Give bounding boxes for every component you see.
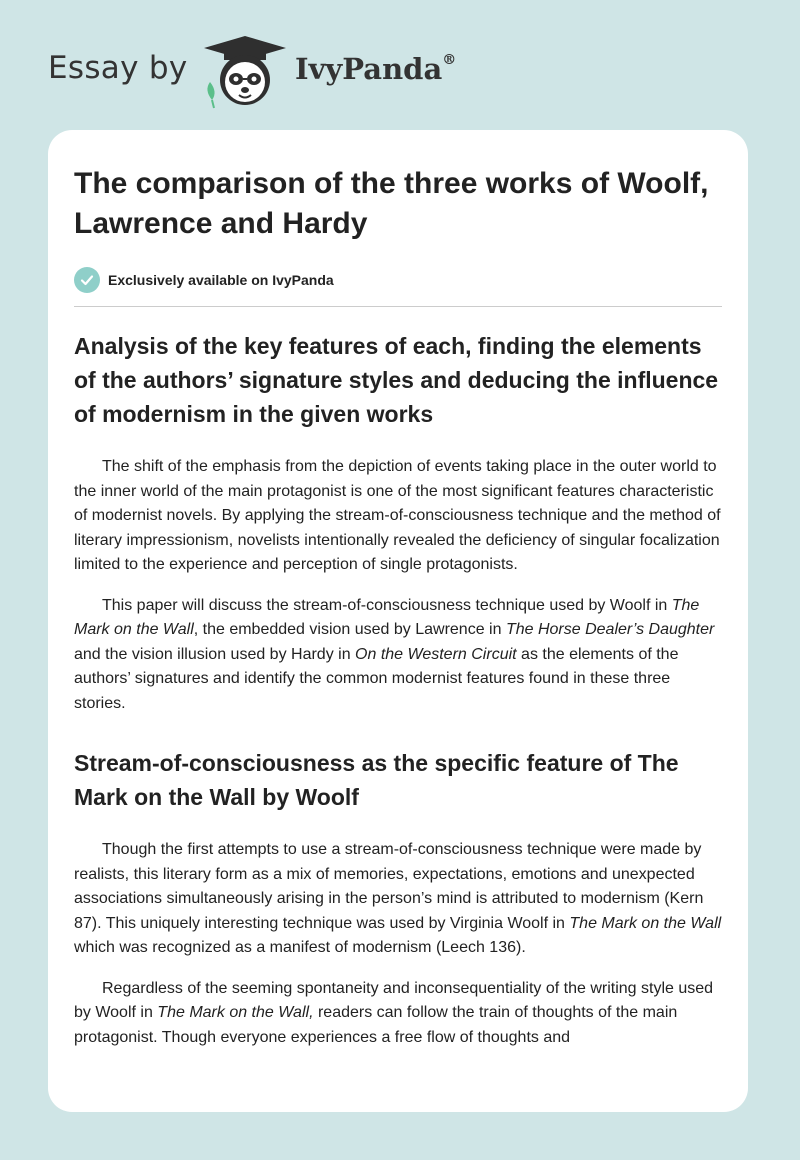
paragraph: Regardless of the seeming spontaneity and inconsequentiality of the writing style used by Woolf in The Mark on the Wall, readers can follow the train of thoughts of the main protagonist. Though everyone experiences a free flow of thoughts and: [74, 979, 714, 1046]
check-icon: [74, 267, 100, 293]
paragraph: This paper will discuss the stream-of-consciousness technique used by Woolf in The Mark on the Wall, the embedded vision used by Lawrence in The Horse Dealer’s Daughter and the vision illusion used by Hardy in On the Western Circuit as the elements of the authors’ signatures and identify the common modernist features found in these three stories.: [74, 596, 715, 712]
essay-card: [48, 130, 748, 1112]
paragraph: Though the first attempts to use a stream-of-consciousness technique were made by realists, this literary form as a mix of memories, expectations, emotions and unexpected associations simultaneously arising in the person’s mind is attributed to modernism (Kern 87). This uniquely interesting technique was used by Virginia Woolf in The Mark on the Wall which was recognized as a manifest of modernism (Leech 136).: [74, 841, 722, 956]
exclusive-badge: [74, 266, 722, 294]
site-header: [48, 30, 752, 110]
section-heading-analysis: Analysis of the key features of each, finding the elements of the authors’ signature styles and deducing the influence of modernism in the given works: [74, 333, 719, 427]
brand-name: IvyPanda®: [295, 52, 457, 86]
title-divider: [74, 306, 722, 307]
essay-by-label: Essay by: [48, 50, 188, 86]
paragraph: The shift of the emphasis from the depiction of events taking place in the outer world to the inner world of the main protagonist is one of the most significant features characteristic of modernist novels. By applying the stream-of-consciousness technique and the method of literary impressionism, novelists intentionally revealed the deficiency of singular focalization limited to the experience and perception of single protagonists.: [74, 458, 721, 573]
essay-title: The comparison of the three works of Woolf, Lawrence and Hardy: [74, 167, 709, 240]
exclusive-badge-label: Exclusively available on IvyPanda: [108, 272, 334, 288]
section-heading-stream: Stream-of-consciousness as the specific feature of The Mark on the Wall by Woolf: [74, 750, 679, 810]
ivypanda-logo-icon: [202, 34, 288, 110]
